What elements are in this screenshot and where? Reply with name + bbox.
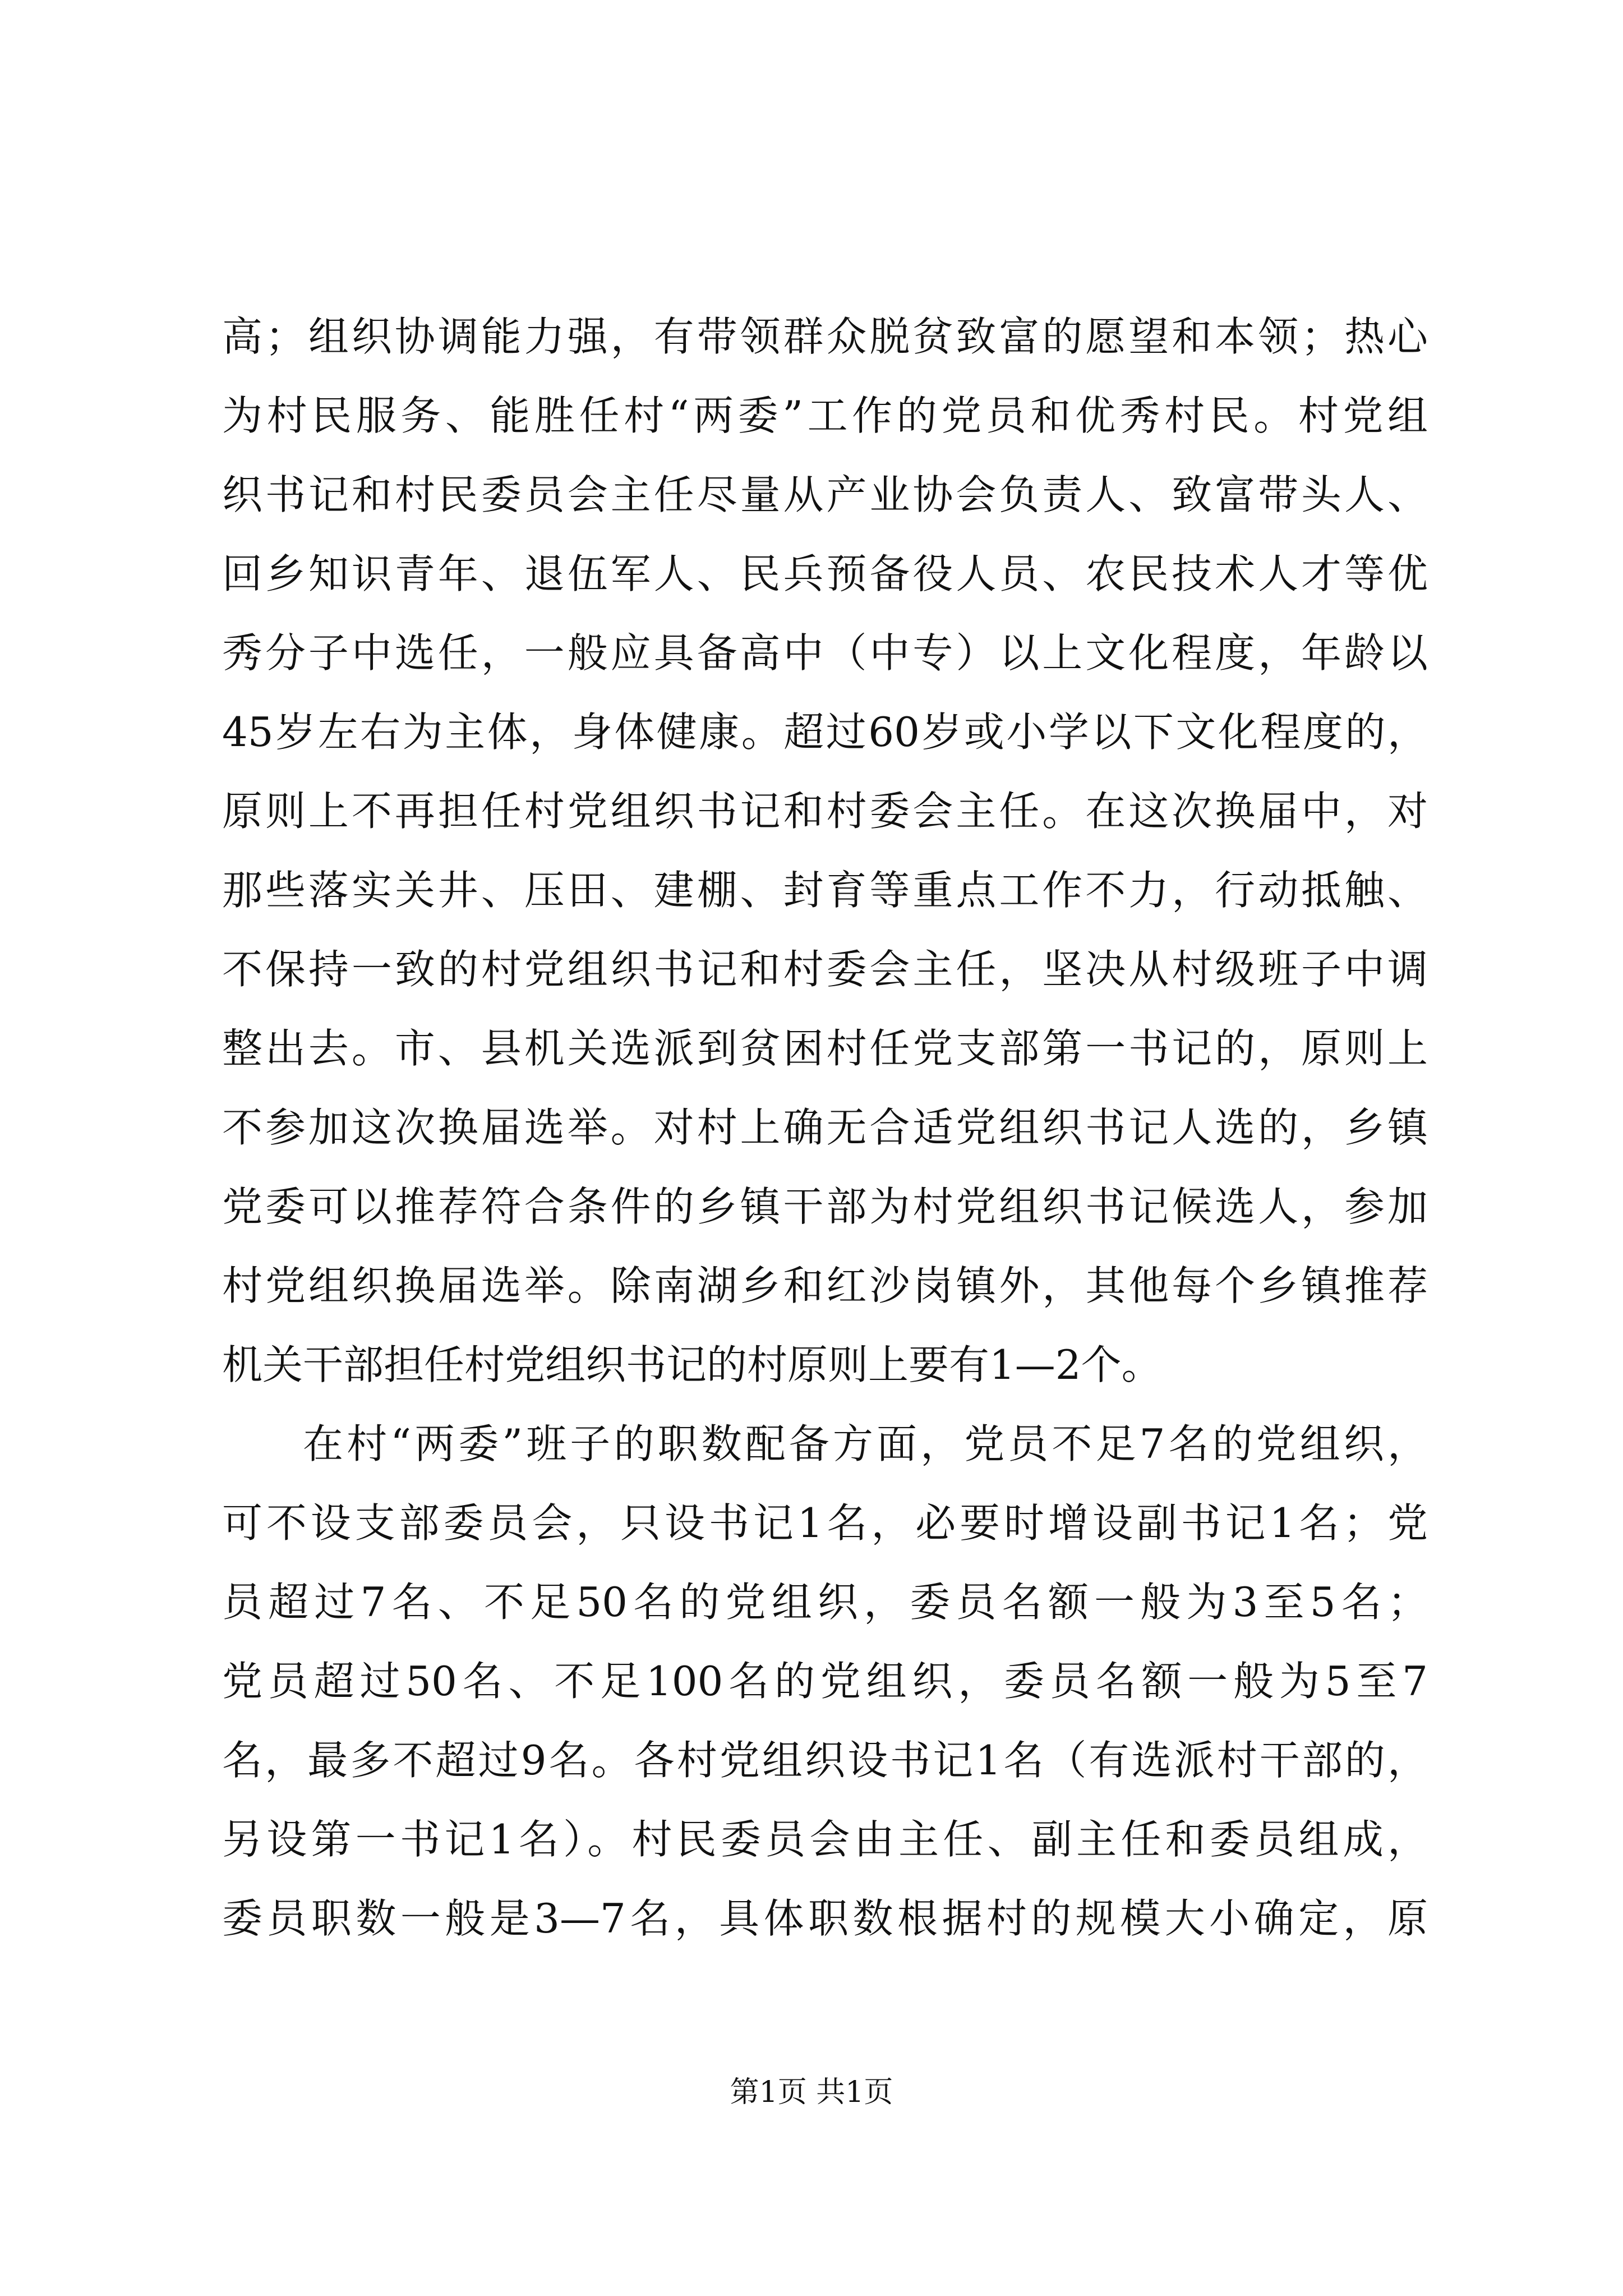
text-line: 党员超过50名、不足100名的党组织，委员名额一般为5至7	[222, 1658, 1428, 1705]
text-line: 为村民服务、能胜任村“两委”工作的党员和优秀村民。村党组	[222, 392, 1428, 439]
text-line: 回乡知识青年、退伍军人、民兵预备役人员、农民技术人才等优	[222, 550, 1428, 597]
text-line: 委员职数一般是3—7名，具体职数根据村的规模大小确定，原	[222, 1895, 1428, 1942]
text-line: 名，最多不超过9名。各村党组织设书记1名（有选派村干部的，	[222, 1737, 1428, 1784]
text-line: 不保持一致的村党组织书记和村委会主任，坚决从村级班子中调	[222, 946, 1428, 993]
text-line: 另设第一书记1名）。村民委员会由主任、副主任和委员组成，	[222, 1816, 1428, 1863]
text-line: 村党组织换届选举。除南湖乡和红沙岗镇外，其他每个乡镇推荐	[222, 1262, 1428, 1309]
text-line: 织书记和村民委员会主任尽量从产业协会负责人、致富带头人、	[222, 471, 1428, 518]
text-line: 45岁左右为主体，身体健康。超过60岁或小学以下文化程度的，	[222, 708, 1428, 756]
text-line: 整出去。市、县机关选派到贫困村任党支部第一书记的，原则上	[222, 1025, 1428, 1072]
text-line: 可不设支部委员会，只设书记1名，必要时增设副书记1名；党	[222, 1499, 1428, 1547]
text-line: 高；组织协调能力强，有带领群众脱贫致富的愿望和本领；热心	[222, 313, 1428, 360]
text-line: 不参加这次换届选举。对村上确无合适党组织书记人选的，乡镇	[222, 1104, 1428, 1151]
document-body	[222, 297, 1428, 1958]
text-line: 党委可以推荐符合条件的乡镇干部为村党组织书记候选人，参加	[222, 1183, 1428, 1230]
text-line: 那些落实关井、压田、建棚、封育等重点工作不力，行动抵触、	[222, 867, 1428, 914]
text-line: 机关干部担任村党组织书记的村原则上要有1—2个。	[222, 1341, 1162, 1388]
text-line: 员超过7名、不足50名的党组织，委员名额一般为3至5名；	[222, 1579, 1428, 1626]
paragraph-1	[222, 297, 1428, 1405]
text-line: 在村“两委”班子的职数配备方面，党员不足7名的党组织，	[303, 1420, 1428, 1467]
text-line: 原则上不再担任村党组织书记和村委会主任。在这次换届中，对	[222, 788, 1428, 835]
page-footer: 第1页 共1页	[730, 2076, 893, 2109]
text-line: 秀分子中选任，一般应具备高中（中专）以上文化程度，年龄以	[222, 629, 1428, 677]
paragraph-2	[222, 1405, 1428, 1958]
